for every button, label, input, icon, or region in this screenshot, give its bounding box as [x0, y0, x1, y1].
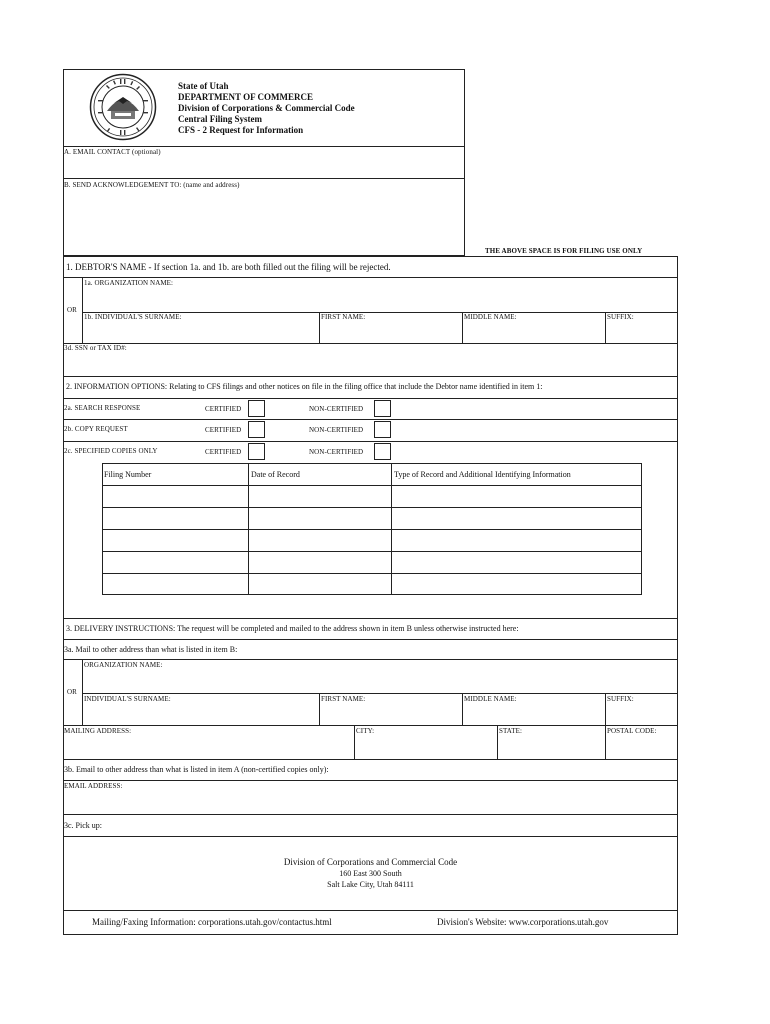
- delivery-middle-name-label: MIDDLE NAME:: [464, 695, 517, 703]
- table-cell[interactable]: [103, 530, 247, 550]
- copy-request-label: 2b. COPY REQUEST: [64, 425, 128, 433]
- search-noncertified-label: NON-CERTIFIED: [309, 405, 364, 413]
- delivery-org-field[interactable]: [84, 671, 676, 692]
- section-3c-heading: 3c. Pick up:: [64, 821, 102, 830]
- pickup-street: 160 East 300 South: [339, 869, 402, 878]
- section-1-heading: 1. DEBTOR'S NAME - If section 1a. and 1b. are both filled out the filing will be rejected.: [66, 262, 391, 272]
- postal-code-field[interactable]: [607, 737, 677, 758]
- email-contact-field[interactable]: [64, 158, 464, 177]
- surname-label: 1b. INDIVIDUAL'S SURNAME:: [84, 313, 182, 321]
- postal-code-label: POSTAL CODE:: [607, 727, 657, 735]
- surname-field[interactable]: [84, 323, 318, 342]
- section-3a-heading: 3a. Mail to other address than what is listed in item B:: [64, 645, 238, 654]
- table-cell[interactable]: [249, 486, 390, 506]
- table-cell[interactable]: [249, 574, 390, 594]
- footer-website: Division's Website: www.corporations.utah.gov: [437, 917, 609, 927]
- table-cell[interactable]: [249, 530, 390, 550]
- pickup-name: Division of Corporations and Commercial Code: [283, 857, 458, 867]
- copy-certified-label: CERTIFIED: [205, 426, 242, 434]
- specified-noncertified-label: NON-CERTIFIED: [309, 448, 364, 456]
- pickup-address: [63, 856, 678, 890]
- table-cell[interactable]: [103, 574, 247, 594]
- table-cell[interactable]: [103, 552, 247, 572]
- section-3b-heading: 3b. Email to other address than what is listed in item A (non-certified copies only):: [64, 765, 329, 774]
- ssn-label: 3d. SSN or TAX ID#:: [64, 344, 127, 352]
- table-header-filing-number: Filing Number: [104, 470, 152, 479]
- filing-office-note: THE ABOVE SPACE IS FOR FILING USE ONLY: [485, 247, 643, 255]
- pickup-city: Salt Lake City, Utah 84111: [327, 880, 414, 889]
- specified-noncertified-checkbox[interactable]: [374, 443, 391, 460]
- table-cell[interactable]: [392, 530, 641, 550]
- suffix-label: SUFFIX:: [607, 313, 634, 321]
- state-seal-icon: [89, 73, 157, 141]
- first-name-label: FIRST NAME:: [321, 313, 366, 321]
- copy-certified-checkbox[interactable]: [248, 421, 265, 438]
- table-header-date-of-record: Date of Record: [251, 470, 300, 479]
- mailing-address-field[interactable]: [64, 737, 353, 758]
- delivery-suffix-label: SUFFIX:: [607, 695, 634, 703]
- send-ack-field[interactable]: [64, 192, 464, 254]
- suffix-field[interactable]: [607, 323, 677, 342]
- specified-copies-label: 2c. SPECIFIED COPIES ONLY: [64, 447, 158, 455]
- table-cell[interactable]: [392, 486, 641, 506]
- form-title: CFS - 2 Request for Information: [178, 125, 304, 135]
- delivery-org-label: ORGANIZATION NAME:: [84, 661, 163, 669]
- email-address-field[interactable]: [64, 792, 676, 813]
- delivery-middle-name-field[interactable]: [464, 705, 604, 724]
- first-name-field[interactable]: [321, 323, 461, 342]
- header-system: Central Filing System: [178, 114, 262, 124]
- table-cell[interactable]: [392, 552, 641, 572]
- section-3-heading: 3. DELIVERY INSTRUCTIONS: The request will be completed and mailed to the address shown in item B unless otherwise instructed here:: [66, 624, 519, 633]
- copy-noncertified-checkbox[interactable]: [374, 421, 391, 438]
- search-certified-checkbox[interactable]: [248, 400, 265, 417]
- state-field[interactable]: [499, 737, 604, 758]
- header-state: State of Utah: [178, 81, 229, 91]
- delivery-or-label: OR: [67, 688, 77, 696]
- middle-name-field[interactable]: [464, 323, 604, 342]
- table-cell[interactable]: [103, 508, 247, 528]
- email-address-label: EMAIL ADDRESS:: [64, 782, 123, 790]
- mailing-address-label: MAILING ADDRESS:: [64, 727, 132, 735]
- table-cell[interactable]: [392, 508, 641, 528]
- table-cell[interactable]: [392, 574, 641, 594]
- specified-certified-label: CERTIFIED: [205, 448, 242, 456]
- ssn-field[interactable]: [64, 354, 676, 375]
- search-certified-label: CERTIFIED: [205, 405, 242, 413]
- delivery-first-name-label: FIRST NAME:: [321, 695, 366, 703]
- org-name-field[interactable]: [84, 289, 676, 311]
- table-header-type-of-record: Type of Record and Additional Identifying Information: [394, 470, 571, 479]
- delivery-first-name-field[interactable]: [321, 705, 461, 724]
- or-label: OR: [67, 306, 77, 314]
- copy-noncertified-label: NON-CERTIFIED: [309, 426, 364, 434]
- email-contact-label: A. EMAIL CONTACT (optional): [64, 148, 161, 156]
- specified-certified-checkbox[interactable]: [248, 443, 265, 460]
- section-2-heading: 2. INFORMATION OPTIONS: Relating to CFS filings and other notices on file in the filing office that include the Debtor name identified in item 1:: [66, 382, 543, 391]
- delivery-surname-label: INDIVIDUAL'S SURNAME:: [84, 695, 171, 703]
- header-division: Division of Corporations & Commercial Code: [178, 103, 355, 113]
- delivery-suffix-field[interactable]: [607, 705, 677, 724]
- city-label: CITY:: [356, 727, 375, 735]
- state-label: STATE:: [499, 727, 522, 735]
- middle-name-label: MIDDLE NAME:: [464, 313, 517, 321]
- table-cell[interactable]: [103, 486, 247, 506]
- search-noncertified-checkbox[interactable]: [374, 400, 391, 417]
- table-cell[interactable]: [249, 552, 390, 572]
- org-name-label: 1a. ORGANIZATION NAME:: [84, 279, 174, 287]
- table-cell[interactable]: [249, 508, 390, 528]
- footer-mailing-info: Mailing/Faxing Information: corporations.utah.gov/contactus.html: [92, 917, 332, 927]
- header-department: DEPARTMENT OF COMMERCE: [178, 92, 314, 102]
- search-response-label: 2a. SEARCH RESPONSE: [64, 404, 141, 412]
- city-field[interactable]: [356, 737, 496, 758]
- delivery-surname-field[interactable]: [84, 705, 318, 724]
- send-ack-label: B. SEND ACKNOWLEDGEMENT TO: (name and address): [64, 181, 240, 189]
